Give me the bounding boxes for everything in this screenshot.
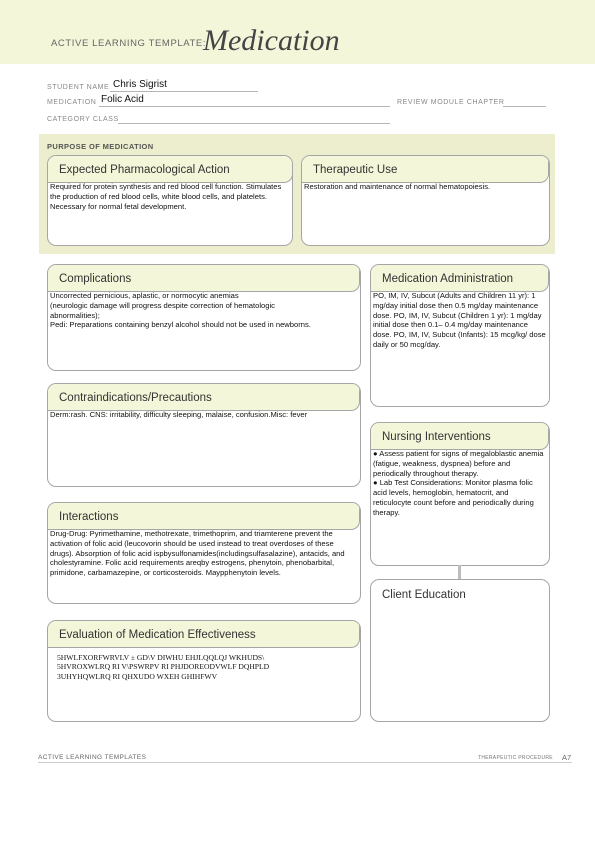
category-class-underline: [118, 123, 390, 124]
footer-right-label: THERAPEUTIC PROCEDURE: [478, 755, 553, 761]
therapeutic-use-title: Therapeutic Use: [313, 164, 398, 176]
expected-action-title: Expected Pharmacological Action: [59, 164, 230, 176]
contraindications-text: Derm:rash. CNS: irritability, difficulty sleeping, malaise, confusion.Misc: fever: [50, 410, 308, 419]
student-name-field[interactable]: Chris Sigrist: [113, 79, 167, 90]
client-education-card[interactable]: [370, 579, 550, 722]
therapeutic-use-card[interactable]: [301, 155, 550, 246]
expected-action-card[interactable]: [47, 155, 293, 246]
complications-line: (neurologic damage will progress despite correction of hematologic abnormalities);: [50, 300, 275, 320]
nursing-text: [373, 449, 547, 518]
evaluation-text: [57, 653, 357, 681]
med-admin-text: PO, IM, IV, Subcut (Adults and Children 11 yr): 1 mg/day initial dose then 0.5 mg/day maintenance dose. PO, IM, IV, Subcut (Children 1 yr): 1 mg/day initial dose then 0.1– 0.4 mg/day maintenance dose. PO, IM, IV, Subcut (Infants): 15 mcg/kg/ dose daily or 50 mcg/day.: [373, 291, 546, 349]
medication-field[interactable]: Folic Acid: [101, 94, 144, 105]
category-class-label: CATEGORY CLASS: [47, 116, 119, 123]
med-admin-title: Medication Administration: [382, 273, 514, 285]
complications-text: [50, 291, 356, 330]
contraindications-card[interactable]: [47, 383, 361, 487]
interactions-card[interactable]: [47, 502, 361, 604]
nursing-bullet: ● Assess patient for signs of megaloblastic anemia (fatigue, weakness, dyspnea) before and periodically throughout therapy.: [373, 449, 544, 478]
complications-card[interactable]: [47, 264, 361, 371]
page-title: Medication: [203, 24, 340, 57]
interactions-text: Drug-Drug: Pyrimethamine, methotrexate, trimethoprim, and triamterene prevent the activation of folic acid (leucovorin should be used instead to treat overdoses of these drugs). Absorption of folic acid ispbysulfonamides(includingsulfasalazine), antacids, and cholestyramine. Folic acid requirements areqby estrogens, phenytoin, phenobarbital, primidone, carbamazepine, or corticosteroids. Maypphenytoin levels.: [50, 529, 345, 578]
review-module-label: REVIEW MODULE CHAPTER: [397, 99, 505, 106]
nursing-bullet: ● Lab Test Considerations: Monitor plasma folic acid levels, hemoglobin, hematocrit, and reticulocyte count before and periodically during therapy.: [373, 478, 534, 517]
evaluation-line: 5HVROXWLRQ RI V\PSWRPV RI PHJDOREODVWLF DQHPLD: [57, 662, 270, 672]
evaluation-line: 5HWLFXORFWRVLV ± GD\V DIWHU EHJLQQLQJ WKHUDS\: [57, 653, 265, 662]
template-label: ACTIVE LEARNING TEMPLATE:: [51, 38, 207, 49]
client-education-title: Client Education: [382, 589, 466, 601]
complications-title: Complications: [59, 273, 132, 285]
medication-underline: [99, 106, 390, 107]
therapeutic-use-text: Restoration and maintenance of normal hematopoiesis.: [304, 182, 491, 191]
contraindications-title: Contraindications/Precautions: [59, 392, 212, 404]
interactions-title: Interactions: [59, 511, 119, 523]
med-admin-card[interactable]: [370, 264, 550, 407]
footer-left-label: ACTIVE LEARNING TEMPLATES: [38, 754, 147, 761]
connector-bar: [458, 565, 461, 579]
evaluation-line: 3UHYHQWLRQ RI QHXUDO WXEH GHIHFWV: [57, 671, 218, 681]
medication-label: MEDICATION: [47, 99, 97, 106]
expected-action-text: Required for protein synthesis and red blood cell function. Stimulates the production of red blood cells, white blood cells, and platelets. Necessary for normal fetal development.: [50, 182, 282, 211]
complications-line: Pedi: Preparations containing benzyl alcohol should not be used in newborns.: [50, 320, 311, 330]
purpose-label: PURPOSE OF MEDICATION: [47, 142, 154, 151]
footer-divider: [38, 762, 572, 763]
nursing-card[interactable]: [370, 422, 550, 566]
student-name-underline: [110, 91, 258, 92]
nursing-title: Nursing Interventions: [382, 431, 491, 443]
review-module-underline: [503, 106, 546, 107]
complications-line: Uncorrected pernicious, aplastic, or normocytic anemias: [50, 291, 239, 300]
page-number: A7: [562, 753, 572, 762]
evaluation-title: Evaluation of Medication Effectiveness: [59, 629, 256, 641]
student-name-label: STUDENT NAME: [47, 84, 110, 91]
evaluation-card[interactable]: [47, 620, 361, 722]
